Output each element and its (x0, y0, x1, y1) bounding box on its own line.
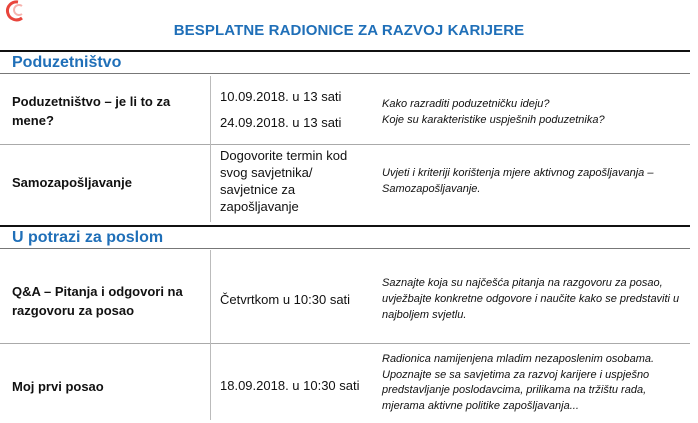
workshop-row (0, 249, 690, 343)
section-heading: U potrazi za poslom (12, 228, 164, 246)
logo-icon (0, 0, 36, 22)
workshop-name: Poduzetništvo – je li to za mene? (12, 94, 171, 128)
workshop-name: Moj prvi posao (12, 379, 104, 394)
column-divider (210, 250, 211, 420)
workshop-description: Radionica namijenjena mladim nezaposlenim osobama. Upoznajte se sa savjetima za razvoj karijere i uspješno predstavljanje poslodavcima, prilikama na tržištu rada, mjerama aktivne politike zapošljavanja... (382, 353, 655, 412)
workshop-row (0, 144, 690, 225)
workshop-when: Dogovorite termin kod svog savjetnika/ savjetnice za zapošljavanje (220, 148, 348, 214)
workshop-when: 18.09.2018. u 10:30 sati (220, 378, 360, 393)
section-header-u-potrazi-za-poslom (0, 225, 690, 249)
section-header-poduzetnistvo (0, 50, 690, 74)
workshop-date: 10.09.2018. u 13 sati (220, 89, 342, 104)
workshop-when: Četvrtkom u 10:30 sati (220, 292, 351, 307)
workshop-description: Saznajte koja su najčešća pitanja na razgovoru za posao, uvježbajte konkretne odgovore i naučite kako se predstaviti u najboljem svjetlu. (382, 277, 680, 321)
workshop-description: Kako razraditi poduzetničku ideju? Koje su karakteristike uspješnih poduzetnika? (382, 98, 605, 126)
workshop-date: 24.09.2018. u 13 sati (220, 115, 342, 130)
section-heading: Poduzetništvo (12, 53, 122, 71)
workshop-row (0, 74, 690, 144)
workshop-name: Samozapošljavanje (12, 175, 132, 190)
workshop-description: Uvjeti i kriteriji korištenja mjere aktivnog zapošljavanja – Samozapošljavanje. (382, 167, 654, 195)
column-divider (210, 76, 211, 222)
workshop-row (0, 343, 690, 423)
page-title: BESPLATNE RADIONICE ZA RAZVOJ KARIJERE (173, 22, 525, 39)
workshop-name: Q&A – Pitanja i odgovori na razgovoru za posao (12, 284, 183, 318)
